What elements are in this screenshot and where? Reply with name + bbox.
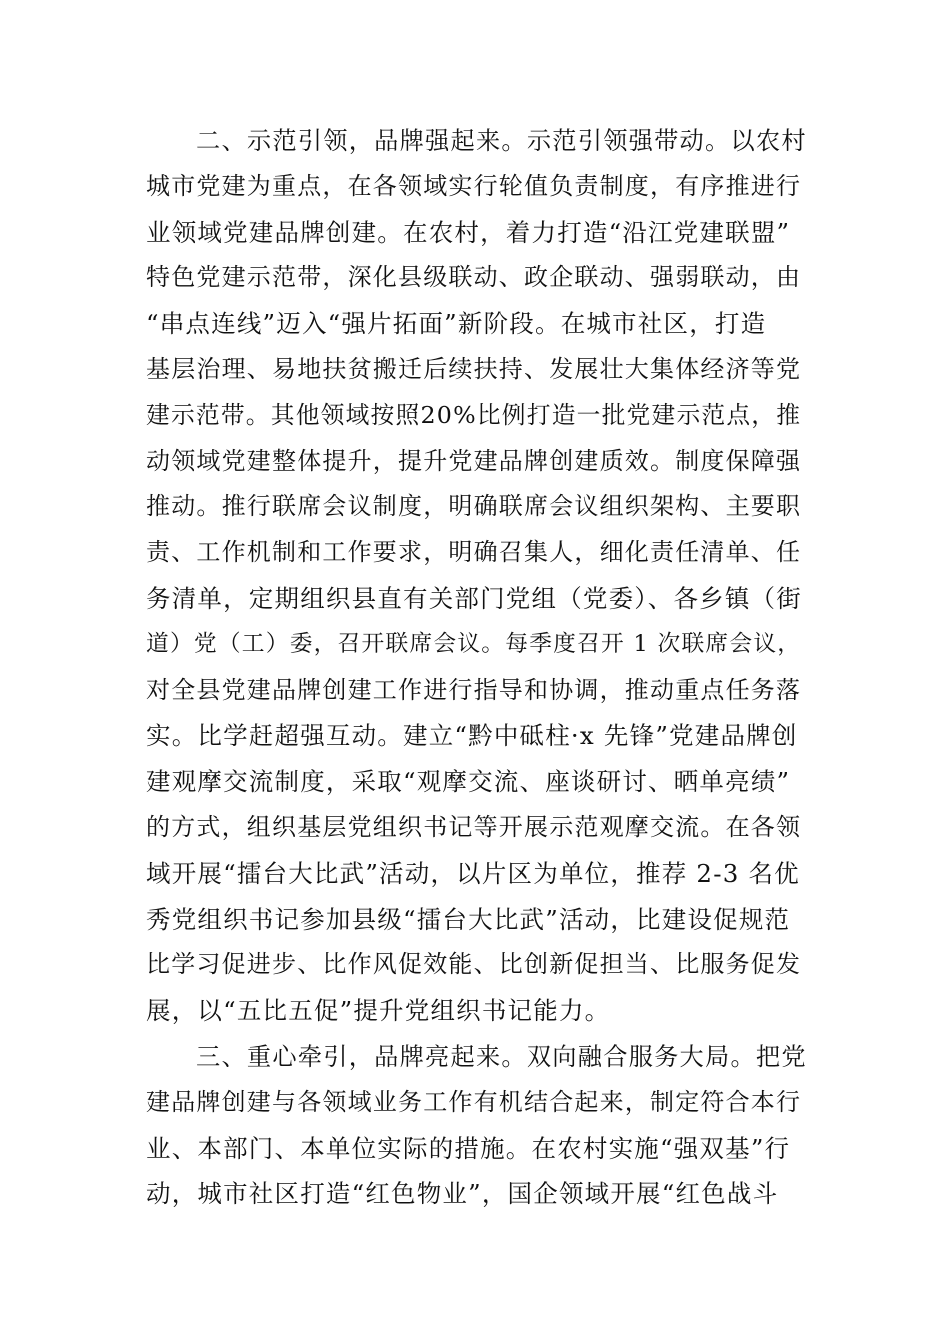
document-body <box>146 118 806 1217</box>
text-line: 秀党组织书记参加县级“擂台大比武”活动，比建设促规范 <box>146 904 791 934</box>
text-line: 推动。推行联席会议制度，明确联席会议组织架构、主要职 <box>146 492 802 521</box>
text-line: 的方式，组织基层党组织书记等开展示范观摩交流。在各领 <box>146 812 802 841</box>
paragraph-demonstration-lead <box>146 118 806 1034</box>
text-line: 务清单，定期组织县直有关部门党组（党委）、各乡镇（街 <box>146 583 802 613</box>
text-line: 业领域党建品牌创建。在农村，着力打造“沿江党建联盟” <box>146 217 791 247</box>
text-line: 业、本部门、本单位实际的措施。在农村实施“强双基”行 <box>146 1133 791 1163</box>
text-line: 建观摩交流制度，采取“观摩交流、座谈研讨、晒单亮绩” <box>146 767 791 797</box>
text-line: 责、工作机制和工作要求，明确召集人，细化责任清单、任 <box>146 538 802 567</box>
text-line: 建品牌创建与各领域业务工作有机结合起来，制定符合本行 <box>146 1087 802 1116</box>
text-line: 域开展“擂台大比武”活动，以片区为单位，推荐 2-3 名优 <box>146 858 800 888</box>
text-line: 建示范带。其他领域按照20%比例打造一批党建示范点，推 <box>146 400 802 429</box>
paragraph-focus-traction <box>146 1034 806 1217</box>
text-line: 实。比学赶超强互动。建立“黔中砥柱·x 先锋”党建品牌创 <box>146 721 798 751</box>
text-line: 城市党建为重点，在各领域实行轮值负责制度，有序推进行 <box>146 171 802 200</box>
text-line: 三、重心牵引，品牌亮起来。双向融合服务大局。把党 <box>196 1041 807 1071</box>
text-line: 二、示范引领，品牌强起来。示范引领强带动。以农村 <box>196 126 807 155</box>
text-line: 道）党（工）委，召开联席会议。每季度召开 1 次联席会议， <box>146 630 802 657</box>
text-line: 动领域党建整体提升，提升党建品牌创建质效。制度保障强 <box>146 446 802 475</box>
text-line: 特色党建示范带，深化县级联动、政企联动、强弱联动，由 <box>146 263 802 292</box>
text-line: 比学习促进步、比作风促效能、比创新促担当、比服务促发 <box>146 950 802 979</box>
text-line: 动，城市社区打造“红色物业”，国企领域开展“红色战斗 <box>146 1179 779 1209</box>
text-line: 基层治理、易地扶贫搬迁后续扶持、发展壮大集体经济等党 <box>146 354 802 383</box>
text-line: 展，以“五比五促”提升党组织书记能力。 <box>146 996 611 1026</box>
text-line: “串点连线”迈入“强片拓面”新阶段。在城市社区，打造 <box>146 309 767 339</box>
text-line: 对全县党建品牌创建工作进行指导和协调，推动重点任务落 <box>146 675 802 704</box>
